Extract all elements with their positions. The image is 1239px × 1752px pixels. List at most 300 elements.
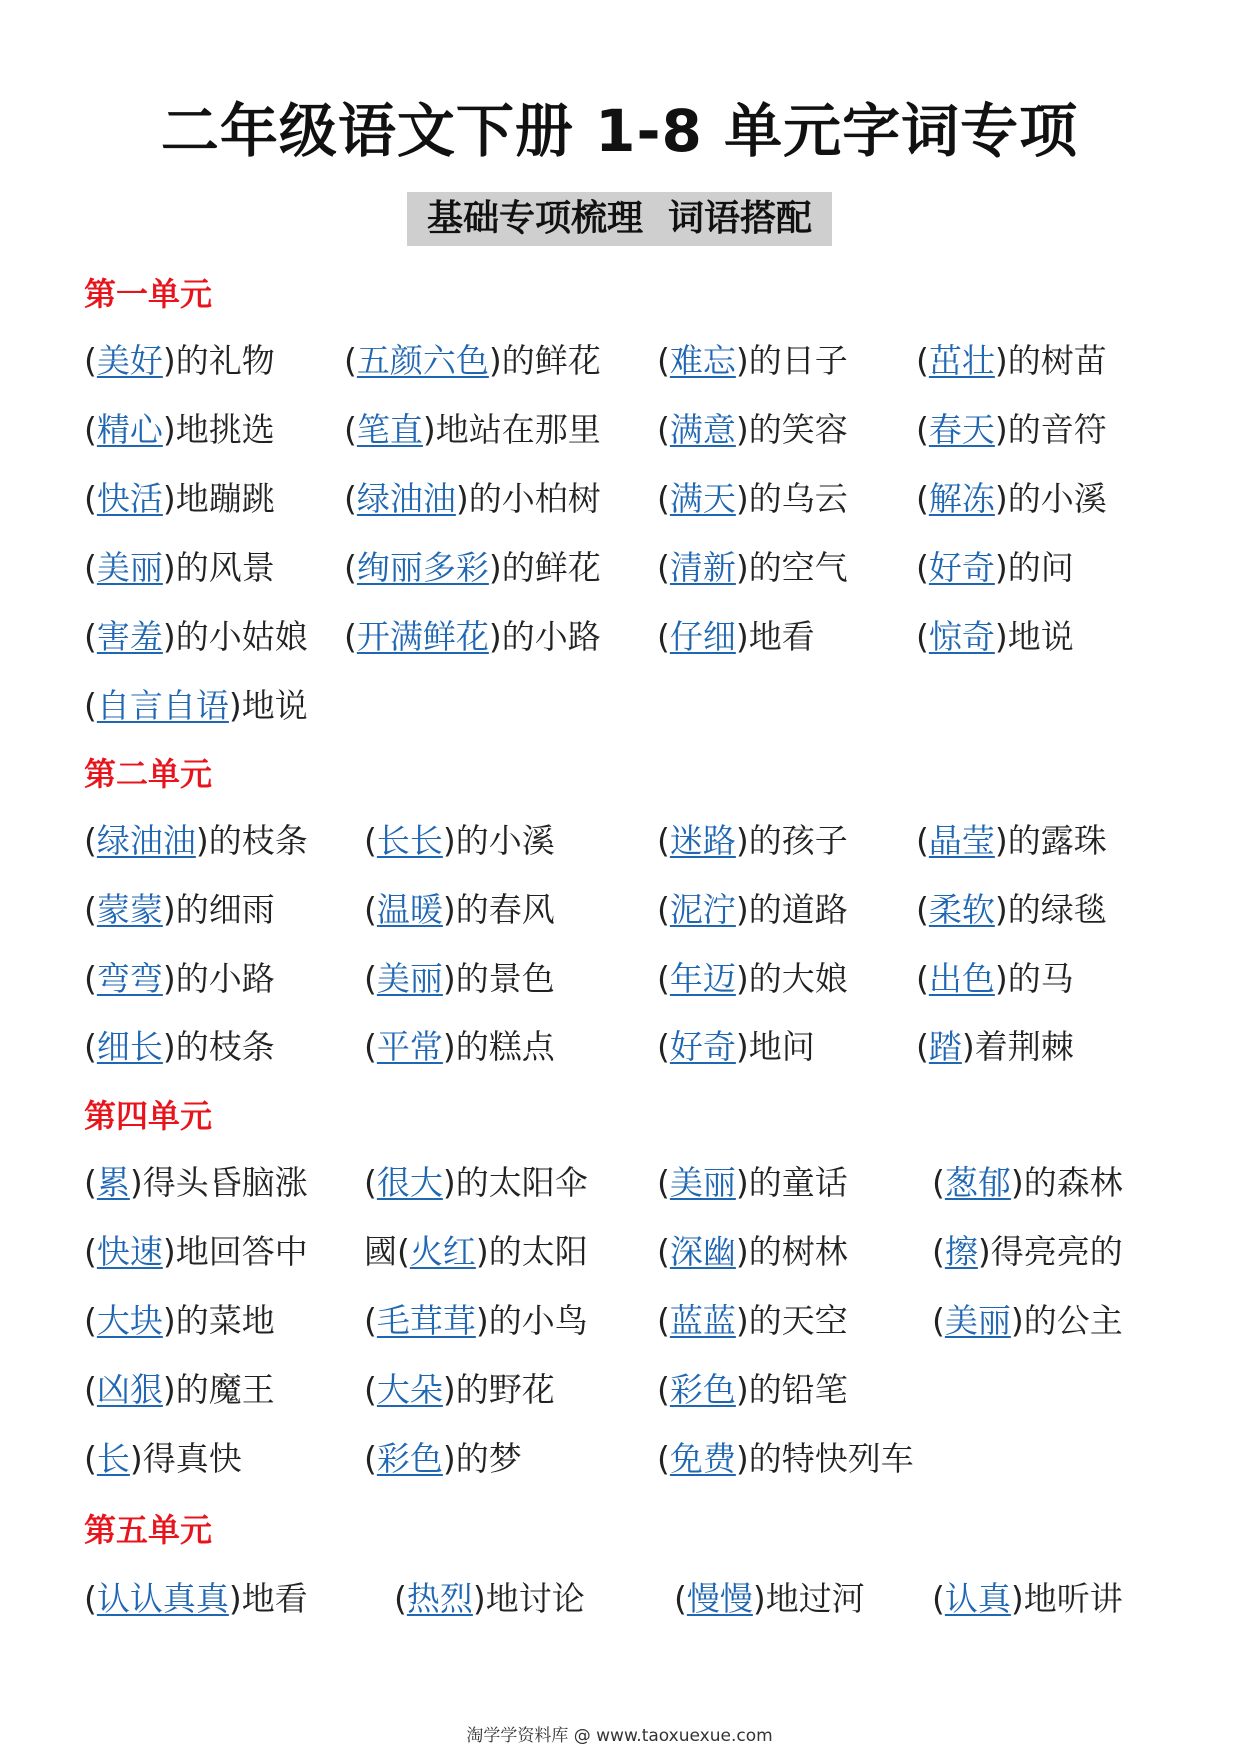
open-paren: ( (916, 479, 929, 518)
close-paren: ) (735, 959, 749, 998)
phrase-suffix: 地说 (241, 686, 308, 725)
open-paren: ( (932, 1301, 945, 1340)
phrase-suffix: 的春风 (455, 890, 555, 929)
answer-word: 大块 (96, 1301, 163, 1340)
answer-word: 春天 (928, 410, 995, 449)
answer-word: 彩色 (669, 1370, 736, 1409)
open-paren: ( (84, 821, 97, 860)
close-paren: ) (735, 1163, 749, 1202)
phrase-suffix: 的公主 (1023, 1301, 1123, 1340)
phrase-item (394, 1575, 585, 1623)
close-paren: ) (977, 1232, 991, 1271)
open-paren: ( (84, 1163, 97, 1202)
phrase-suffix: 的细雨 (175, 890, 275, 929)
open-paren: ( (84, 1439, 97, 1478)
phrase-item (84, 1435, 242, 1483)
phrase-item (364, 1228, 588, 1276)
phrase-item (344, 544, 601, 592)
answer-word: 解冻 (928, 479, 995, 518)
open-paren: ( (916, 617, 929, 656)
phrase-item (657, 1023, 815, 1071)
answer-word: 五颜六色 (356, 341, 489, 380)
answer-word: 笔直 (356, 410, 423, 449)
answer-word: 绿油油 (96, 821, 196, 860)
close-paren: ) (162, 1232, 176, 1271)
answer-word: 踏 (928, 1027, 962, 1066)
open-paren: ( (657, 548, 670, 587)
phrase-item (657, 817, 848, 865)
close-paren: ) (961, 1027, 975, 1066)
close-paren: ) (1010, 1579, 1024, 1618)
open-paren: ( (657, 890, 670, 929)
open-paren: ( (932, 1232, 945, 1271)
answer-word: 火红 (409, 1232, 476, 1271)
answer-word: 美丽 (669, 1163, 736, 1202)
open-paren: ( (916, 821, 929, 860)
phrase-item (916, 337, 1107, 385)
close-paren: ) (442, 1370, 456, 1409)
phrase-item (657, 886, 848, 934)
phrase-suffix: 的糕点 (455, 1027, 555, 1066)
answer-word: 擦 (944, 1232, 978, 1271)
phrase-item (932, 1228, 1123, 1276)
answer-word: 自言自语 (96, 686, 229, 725)
open-paren: ( (657, 1439, 670, 1478)
answer-word: 美好 (96, 341, 163, 380)
phrase-suffix: 的景色 (455, 959, 555, 998)
open-paren: ( (364, 1439, 377, 1478)
close-paren: ) (195, 821, 209, 860)
close-paren: ) (442, 959, 456, 998)
close-paren: ) (735, 341, 749, 380)
phrase-item (657, 1297, 848, 1345)
close-paren: ) (994, 341, 1008, 380)
phrase-suffix: 的小溪 (455, 821, 555, 860)
phrase-suffix: 的空气 (748, 548, 848, 587)
close-paren: ) (228, 686, 242, 725)
open-paren: ( (364, 1370, 377, 1409)
phrase-item (84, 337, 275, 385)
open-paren: ( (397, 1232, 410, 1271)
answer-word: 快活 (96, 479, 163, 518)
answer-word: 美丽 (376, 959, 443, 998)
phrase-item (674, 1575, 865, 1623)
close-paren: ) (162, 617, 176, 656)
close-paren: ) (735, 617, 749, 656)
answer-word: 蓝蓝 (669, 1301, 736, 1340)
phrase-item (364, 1297, 588, 1345)
close-paren: ) (994, 548, 1008, 587)
phrase-item (84, 1575, 308, 1623)
page-title: 二年级语文下册 1-8 单元字词专项 (160, 97, 1079, 165)
answer-word: 年迈 (669, 959, 736, 998)
answer-word: 开满鲜花 (356, 617, 489, 656)
close-paren: ) (735, 1439, 749, 1478)
phrase-suffix: 的野花 (455, 1370, 555, 1409)
phrase-item (364, 817, 555, 865)
answer-word: 美丽 (944, 1301, 1011, 1340)
phrase-item (84, 1159, 308, 1207)
section-title: 第四单元 (84, 1097, 213, 1135)
phrase-item (916, 406, 1107, 454)
close-paren: ) (994, 821, 1008, 860)
phrase-item (84, 1297, 275, 1345)
phrase-item (364, 886, 555, 934)
answer-word: 快速 (96, 1232, 163, 1271)
phrase-item (916, 475, 1107, 523)
close-paren: ) (752, 1579, 766, 1618)
close-paren: ) (162, 1027, 176, 1066)
close-paren: ) (162, 548, 176, 587)
answer-word: 绿油油 (356, 479, 456, 518)
answer-word: 精心 (96, 410, 163, 449)
answer-word: 清新 (669, 548, 736, 587)
phrase-item (932, 1575, 1123, 1623)
close-paren: ) (475, 1232, 489, 1271)
close-paren: ) (488, 548, 502, 587)
phrase-item (84, 1228, 308, 1276)
close-paren: ) (735, 1301, 749, 1340)
answer-word: 仔细 (669, 617, 736, 656)
close-paren: ) (1010, 1301, 1024, 1340)
open-paren: ( (916, 959, 929, 998)
open-paren: ( (657, 341, 670, 380)
close-paren: ) (735, 1232, 749, 1271)
subtitle-container (0, 192, 1239, 246)
open-paren: ( (364, 1027, 377, 1066)
phrase-item (344, 613, 601, 661)
answer-word: 难忘 (669, 341, 736, 380)
answer-word: 平常 (376, 1027, 443, 1066)
open-paren: ( (364, 1163, 377, 1202)
phrase-item (916, 544, 1074, 592)
phrase-suffix: 的问 (1007, 548, 1074, 587)
phrase-suffix: 的风景 (175, 548, 275, 587)
phrase-suffix: 的魔王 (175, 1370, 275, 1409)
close-paren: ) (735, 1027, 749, 1066)
phrase-item (932, 1297, 1123, 1345)
phrase-item (657, 544, 848, 592)
phrase-item (364, 1366, 555, 1414)
open-paren: ( (657, 821, 670, 860)
close-paren: ) (1010, 1163, 1024, 1202)
answer-word: 免费 (669, 1439, 736, 1478)
close-paren: ) (735, 890, 749, 929)
answer-word: 茁壮 (928, 341, 995, 380)
close-paren: ) (735, 821, 749, 860)
phrase-item (932, 1159, 1123, 1207)
close-paren: ) (994, 890, 1008, 929)
close-paren: ) (162, 341, 176, 380)
phrase-suffix: 的树苗 (1007, 341, 1107, 380)
phrase-item (84, 886, 275, 934)
phrase-suffix: 的乌云 (748, 479, 848, 518)
phrase-suffix: 的太阳伞 (455, 1163, 588, 1202)
phrase-suffix: 的天空 (748, 1301, 848, 1340)
phrase-suffix: 地蹦跳 (175, 479, 275, 518)
close-paren: ) (994, 410, 1008, 449)
open-paren: ( (394, 1579, 407, 1618)
phrase-suffix: 的绿毯 (1007, 890, 1107, 929)
open-paren: ( (657, 617, 670, 656)
answer-word: 细长 (96, 1027, 163, 1066)
close-paren: ) (994, 479, 1008, 518)
close-paren: ) (162, 1370, 176, 1409)
phrase-item (364, 1435, 522, 1483)
close-paren: ) (735, 479, 749, 518)
phrase-suffix: 地挑选 (175, 410, 275, 449)
close-paren: ) (735, 410, 749, 449)
phrase-suffix: 的太阳 (488, 1232, 588, 1271)
phrase-suffix: 地听讲 (1023, 1579, 1123, 1618)
phrase-suffix: 的森林 (1023, 1163, 1123, 1202)
phrase-suffix: 的小鸟 (488, 1301, 588, 1340)
answer-word: 好奇 (928, 548, 995, 587)
answer-word: 美丽 (96, 548, 163, 587)
phrase-item (84, 544, 275, 592)
answer-word: 葱郁 (944, 1163, 1011, 1202)
phrase-item (84, 613, 308, 661)
answer-word: 蒙蒙 (96, 890, 163, 929)
answer-word: 迷路 (669, 821, 736, 860)
close-paren: ) (129, 1163, 143, 1202)
open-paren: ( (657, 1232, 670, 1271)
close-paren: ) (488, 341, 502, 380)
answer-word: 彩色 (376, 1439, 443, 1478)
open-paren: ( (364, 821, 377, 860)
phrase-item (657, 406, 848, 454)
answer-word: 认认真真 (96, 1579, 229, 1618)
open-paren: ( (674, 1579, 687, 1618)
close-paren: ) (994, 617, 1008, 656)
open-paren: ( (344, 617, 357, 656)
close-paren: ) (228, 1579, 242, 1618)
close-paren: ) (442, 1439, 456, 1478)
answer-word: 害羞 (96, 617, 163, 656)
phrase-suffix: 的鲜花 (501, 548, 601, 587)
close-paren: ) (442, 890, 456, 929)
phrase-suffix: 地问 (748, 1027, 815, 1066)
phrase-suffix: 地看 (748, 617, 815, 656)
phrase-suffix: 的枝条 (208, 821, 308, 860)
open-paren: ( (916, 410, 929, 449)
phrase-item (84, 1366, 275, 1414)
answer-word: 绚丽多彩 (356, 548, 489, 587)
phrase-item (657, 337, 848, 385)
answer-word: 深幽 (669, 1232, 736, 1271)
close-paren: ) (129, 1439, 143, 1478)
open-paren: ( (84, 1232, 97, 1271)
phrase-suffix: 的小路 (501, 617, 601, 656)
section-title: 第一单元 (84, 275, 213, 313)
phrase-suffix: 的道路 (748, 890, 848, 929)
phrase-suffix: 得亮亮的 (990, 1232, 1123, 1271)
phrase-suffix: 的小溪 (1007, 479, 1107, 518)
phrase-suffix: 的铅笔 (748, 1370, 848, 1409)
answer-word: 满天 (669, 479, 736, 518)
phrase-item (916, 955, 1074, 1003)
answer-word: 认真 (944, 1579, 1011, 1618)
close-paren: ) (442, 1163, 456, 1202)
phrase-suffix: 地说 (1007, 617, 1074, 656)
phrase-item (657, 1159, 848, 1207)
answer-word: 温暖 (376, 890, 443, 929)
phrase-item (84, 406, 275, 454)
open-paren: ( (364, 890, 377, 929)
open-paren: ( (932, 1579, 945, 1618)
open-paren: ( (84, 548, 97, 587)
phrase-item (344, 406, 601, 454)
open-paren: ( (344, 410, 357, 449)
close-paren: ) (162, 1301, 176, 1340)
phrase-suffix: 得头昏脑涨 (142, 1163, 308, 1202)
answer-word: 热烈 (406, 1579, 473, 1618)
phrase-suffix: 的孩子 (748, 821, 848, 860)
answer-word: 柔软 (928, 890, 995, 929)
phrase-item (657, 955, 848, 1003)
open-paren: ( (916, 548, 929, 587)
close-paren: ) (475, 1301, 489, 1340)
phrase-item (657, 1228, 848, 1276)
answer-word: 慢慢 (686, 1579, 753, 1618)
section-title: 第二单元 (84, 755, 213, 793)
phrase-suffix: 的小路 (175, 959, 275, 998)
phrase-item (84, 682, 308, 730)
phrase-item (916, 613, 1074, 661)
phrase-item (84, 955, 275, 1003)
phrase-suffix: 地看 (241, 1579, 308, 1618)
phrase-suffix: 的童话 (748, 1163, 848, 1202)
open-paren: ( (84, 890, 97, 929)
close-paren: ) (442, 1027, 456, 1066)
phrase-item (84, 817, 308, 865)
phrase-suffix: 的礼物 (175, 341, 275, 380)
open-paren: ( (657, 1163, 670, 1202)
open-paren: ( (344, 548, 357, 587)
phrase-suffix: 的小姑娘 (175, 617, 308, 656)
open-paren: ( (84, 617, 97, 656)
open-paren: ( (916, 341, 929, 380)
answer-word: 满意 (669, 410, 736, 449)
close-paren: ) (162, 410, 176, 449)
phrase-suffix: 的枝条 (175, 1027, 275, 1066)
phrase-prefix: 國 (364, 1232, 397, 1271)
open-paren: ( (84, 1579, 97, 1618)
phrase-item (84, 475, 275, 523)
section-title: 第五单元 (84, 1511, 213, 1549)
phrase-item (344, 475, 601, 523)
phrase-suffix: 的马 (1007, 959, 1074, 998)
open-paren: ( (84, 479, 97, 518)
answer-word: 惊奇 (928, 617, 995, 656)
open-paren: ( (364, 1301, 377, 1340)
open-paren: ( (364, 959, 377, 998)
answer-word: 晶莹 (928, 821, 995, 860)
answer-word: 好奇 (669, 1027, 736, 1066)
phrase-suffix: 地过河 (765, 1579, 865, 1618)
close-paren: ) (488, 617, 502, 656)
close-paren: ) (162, 479, 176, 518)
phrase-suffix: 的梦 (455, 1439, 522, 1478)
open-paren: ( (916, 1027, 929, 1066)
open-paren: ( (84, 1301, 97, 1340)
footer: 淘学学资料库 @ www.taoxuexue.com (466, 1726, 773, 1746)
open-paren: ( (344, 479, 357, 518)
answer-word: 大朵 (376, 1370, 443, 1409)
phrase-item (344, 337, 601, 385)
phrase-item (364, 1159, 588, 1207)
open-paren: ( (657, 479, 670, 518)
answer-word: 很大 (376, 1163, 443, 1202)
phrase-item (84, 1023, 275, 1071)
phrase-item (657, 475, 848, 523)
phrase-suffix: 的日子 (748, 341, 848, 380)
open-paren: ( (932, 1163, 945, 1202)
answer-word: 长 (96, 1439, 130, 1478)
phrase-item (657, 1366, 848, 1414)
phrase-suffix: 的音符 (1007, 410, 1107, 449)
open-paren: ( (916, 890, 929, 929)
answer-word: 累 (96, 1163, 130, 1202)
phrase-suffix: 的鲜花 (501, 341, 601, 380)
phrase-item (916, 1023, 1074, 1071)
answer-word: 毛茸茸 (376, 1301, 476, 1340)
close-paren: ) (735, 1370, 749, 1409)
close-paren: ) (162, 890, 176, 929)
open-paren: ( (84, 1370, 97, 1409)
open-paren: ( (84, 1027, 97, 1066)
close-paren: ) (422, 410, 436, 449)
phrase-suffix: 的树林 (748, 1232, 848, 1271)
phrase-suffix: 的特快列车 (748, 1439, 914, 1478)
phrase-suffix: 地讨论 (485, 1579, 585, 1618)
phrase-suffix: 的小柏树 (468, 479, 601, 518)
phrase-item (364, 1023, 555, 1071)
phrase-item (657, 613, 815, 661)
answer-word: 弯弯 (96, 959, 163, 998)
open-paren: ( (657, 959, 670, 998)
close-paren: ) (472, 1579, 486, 1618)
open-paren: ( (84, 959, 97, 998)
open-paren: ( (657, 1027, 670, 1066)
close-paren: ) (455, 479, 469, 518)
phrase-item (916, 817, 1107, 865)
phrase-suffix: 的露珠 (1007, 821, 1107, 860)
phrase-item (916, 886, 1107, 934)
phrase-suffix: 地站在那里 (435, 410, 601, 449)
open-paren: ( (84, 686, 97, 725)
open-paren: ( (84, 341, 97, 380)
answer-word: 出色 (928, 959, 995, 998)
close-paren: ) (735, 548, 749, 587)
phrase-suffix: 的大娘 (748, 959, 848, 998)
phrase-item (657, 1435, 914, 1483)
close-paren: ) (994, 959, 1008, 998)
answer-word: 长长 (376, 821, 443, 860)
phrase-item (364, 955, 555, 1003)
phrase-suffix: 得真快 (142, 1439, 242, 1478)
open-paren: ( (657, 1301, 670, 1340)
subtitle: 基础专项梳理 词语搭配 (407, 192, 832, 246)
phrase-suffix: 的菜地 (175, 1301, 275, 1340)
open-paren: ( (657, 1370, 670, 1409)
open-paren: ( (344, 341, 357, 380)
phrase-suffix: 地回答中 (175, 1232, 308, 1271)
open-paren: ( (657, 410, 670, 449)
close-paren: ) (162, 959, 176, 998)
answer-word: 泥泞 (669, 890, 736, 929)
open-paren: ( (84, 410, 97, 449)
